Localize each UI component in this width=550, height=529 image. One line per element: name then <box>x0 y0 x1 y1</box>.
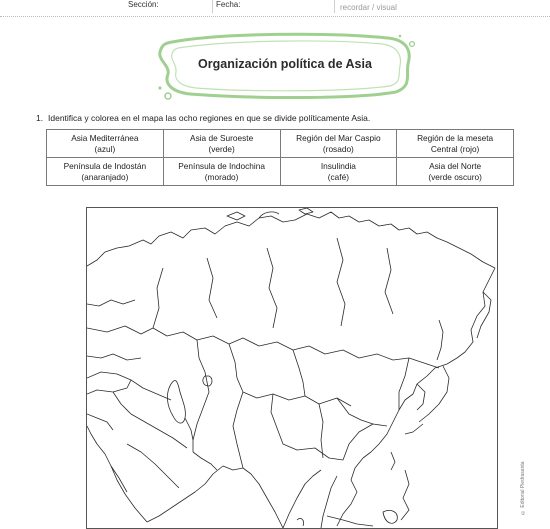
asia-map <box>86 207 498 529</box>
region-color: (morado) <box>204 171 239 182</box>
table-cell <box>280 158 397 186</box>
region-name: Región del Mar Caspio <box>296 132 381 143</box>
table-cell <box>280 130 397 158</box>
table-row <box>47 158 514 186</box>
asia-outline-map-icon <box>87 208 497 528</box>
region-color: (verde) <box>208 143 235 154</box>
region-name: Península de Indochina <box>178 160 265 171</box>
table-cell <box>397 158 514 186</box>
region-color: (azul) <box>94 143 116 154</box>
regions-table <box>46 129 514 186</box>
date-label: Fecha: <box>216 0 241 9</box>
publisher-credit: © Editorial Piedrasanta <box>520 461 526 515</box>
region-color: (verde oscuro) <box>428 171 482 182</box>
table-cell <box>47 158 164 186</box>
table-cell <box>397 130 514 158</box>
region-color: (café) <box>327 171 349 182</box>
header-divider <box>334 0 335 13</box>
region-name: Asia Mediterránea <box>71 132 139 143</box>
section-label: Sección: <box>128 0 159 9</box>
worksheet-header <box>0 0 550 17</box>
region-name: Asia del Norte <box>429 160 482 171</box>
table-cell <box>47 130 164 158</box>
region-color: (anaranjado) <box>81 171 129 182</box>
header-divider <box>212 0 213 13</box>
region-name: Península de Indostán <box>63 160 147 171</box>
page-title: Organización política de Asia <box>198 57 372 71</box>
region-color: (rosado) <box>322 143 354 154</box>
region-name: Insulindia <box>320 160 356 171</box>
instruction-text: Identifica y colorea en el mapa las ocho regiones en que se divide políticamente Asia. <box>48 113 371 123</box>
header-hint: recordar / visual <box>340 3 397 12</box>
region-name: Asia de Suroeste <box>190 132 254 143</box>
region-color: Central (rojo) <box>430 143 480 154</box>
region-name: Región de la meseta <box>417 132 494 143</box>
table-cell <box>163 158 280 186</box>
table-row <box>47 130 514 158</box>
instruction-number: 1. <box>36 113 44 123</box>
title-banner <box>150 30 410 100</box>
table-cell <box>163 130 280 158</box>
